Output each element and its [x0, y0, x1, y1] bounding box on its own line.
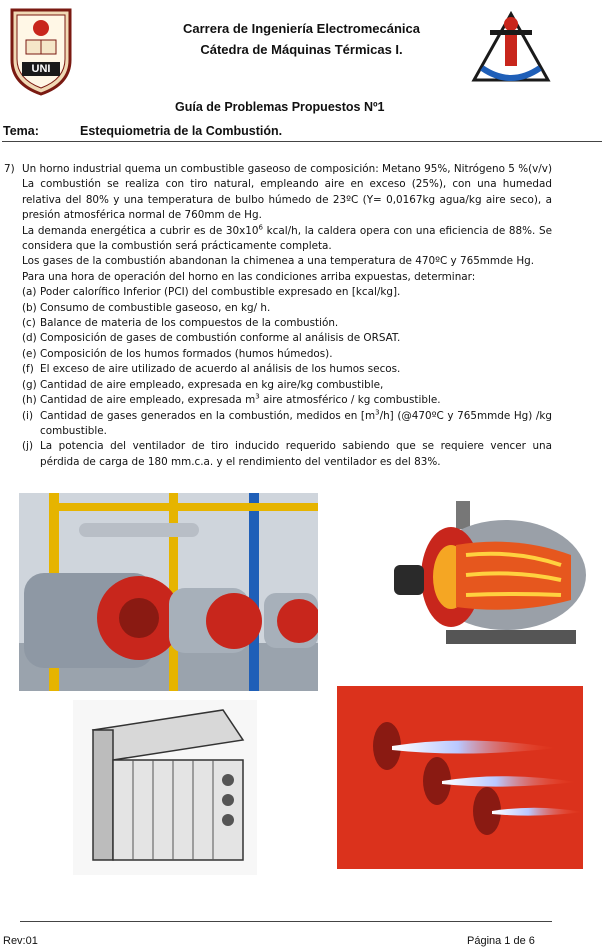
question-text: Consumo de combustible gaseoso, en kg/ h.	[40, 301, 271, 314]
question-text: Composición de gases de combustión conforme al análisis de ORSAT.	[40, 332, 401, 345]
tema-label: Tema:	[3, 124, 39, 138]
problem-paragraph-3: Los gases de la combustión abandonan la chimenea a una temperatura de 470ºC y 765mmde Hg.	[22, 255, 535, 268]
question-item	[22, 393, 552, 408]
question-item	[22, 362, 552, 377]
footer-divider	[20, 921, 552, 922]
question-marker: (i)	[22, 409, 33, 422]
question-marker: (g)	[22, 378, 37, 391]
question-text: Poder calorífico Inferior (PCI) del combustible expresado en [kcal/kg].	[40, 286, 401, 299]
question-item	[22, 439, 552, 470]
problem-number: 7)	[4, 163, 15, 175]
question-text: Balance de materia de los compuestos de la combustión.	[40, 317, 339, 330]
question-text: El exceso de aire utilizado de acuerdo al análisis de los humos secos.	[40, 363, 401, 376]
p2-text-b: kcal/h, la caldera opera con una eficiencia de 88%. Se considera que la combustión será prácticamente completa.	[22, 224, 552, 253]
question-item	[22, 347, 552, 362]
question-marker: (f)	[22, 363, 34, 376]
problem-paragraph-2	[22, 224, 552, 255]
guide-title: Guía de Problemas Propuestos Nº1	[175, 100, 385, 114]
photo-burner-flames	[337, 686, 583, 869]
problem-paragraph-1: Un horno industrial quema un combustible gaseoso de composición: Metano 95%, Nitrógeno 5 %(v/v) La combustión se realiza con tiro natural, empleando aire en exceso (25%), con una humedad relativa del 80% y una temperatura de bulbo húmedo de 23ºC (Y= 0,0167kg agua/kg aire seco), a presión atmosférica normal de 760mm de Hg.	[22, 163, 552, 222]
p2-text-a: La demanda energética a cubrir es de 30x10	[22, 224, 259, 237]
question-marker: (j)	[22, 440, 33, 453]
question-text	[40, 393, 552, 408]
question-item	[22, 331, 552, 346]
header-career: Carrera de Ingeniería Electromecánica	[182, 21, 420, 36]
i-text-b: /h] (@470ºC y 765mmde Hg) /kg combustible.	[40, 409, 553, 437]
footer-revision: Rev:01	[3, 935, 38, 947]
question-marker: (a)	[22, 286, 37, 299]
question-marker: (d)	[22, 332, 37, 345]
h-exponent: 3	[255, 392, 260, 401]
h-text-a: Cantidad de aire empleado, expresada m	[40, 394, 256, 407]
i-exponent: 3	[375, 408, 380, 417]
photo-boiler-cutaway	[386, 495, 596, 660]
question-text: La potencia del ventilador de tiro inducido requerido sabiendo que se requiere vencer una pérdida de carga de 180 mm.c.a. y el rendimiento del ventilador es del 83%.	[40, 440, 552, 468]
header-chair: Cátedra de Máquinas Térmicas I.	[200, 42, 403, 57]
p2-exponent: 6	[258, 223, 263, 232]
question-item	[22, 409, 552, 440]
question-marker: (b)	[22, 301, 37, 314]
question-marker: (h)	[22, 394, 37, 407]
fiuni-logo-text: F I U N I	[499, 68, 523, 74]
problem-body	[22, 162, 552, 470]
question-list	[22, 285, 552, 470]
question-text: Cantidad de aire empleado, expresada en kg aire/kg combustible,	[40, 378, 384, 391]
question-item	[22, 378, 552, 393]
problem-paragraph-4: Para una hora de operación del horno en las condiciones arriba expuestas, determinar:	[22, 270, 476, 283]
footer-page-number: Página 1 de 6	[467, 935, 535, 947]
question-marker: (c)	[22, 317, 36, 330]
tema-value: Estequiometria de la Combustión.	[80, 124, 283, 138]
i-text-a: Cantidad de gases generados en la combustión, medidos en [m	[40, 409, 376, 422]
uni-logo-text: UNI	[31, 63, 51, 75]
question-text	[40, 409, 552, 440]
question-item	[22, 316, 552, 331]
question-text: Composición de los humos formados (humos húmedos).	[40, 347, 333, 360]
question-item	[22, 285, 552, 300]
question-item	[22, 301, 552, 316]
photo-boiler-sketch	[73, 700, 257, 875]
question-marker: (e)	[22, 347, 37, 360]
header-divider	[2, 141, 602, 142]
photo-boiler-room	[19, 493, 318, 691]
h-text-b: aire atmosférico / kg combustible.	[259, 394, 441, 407]
